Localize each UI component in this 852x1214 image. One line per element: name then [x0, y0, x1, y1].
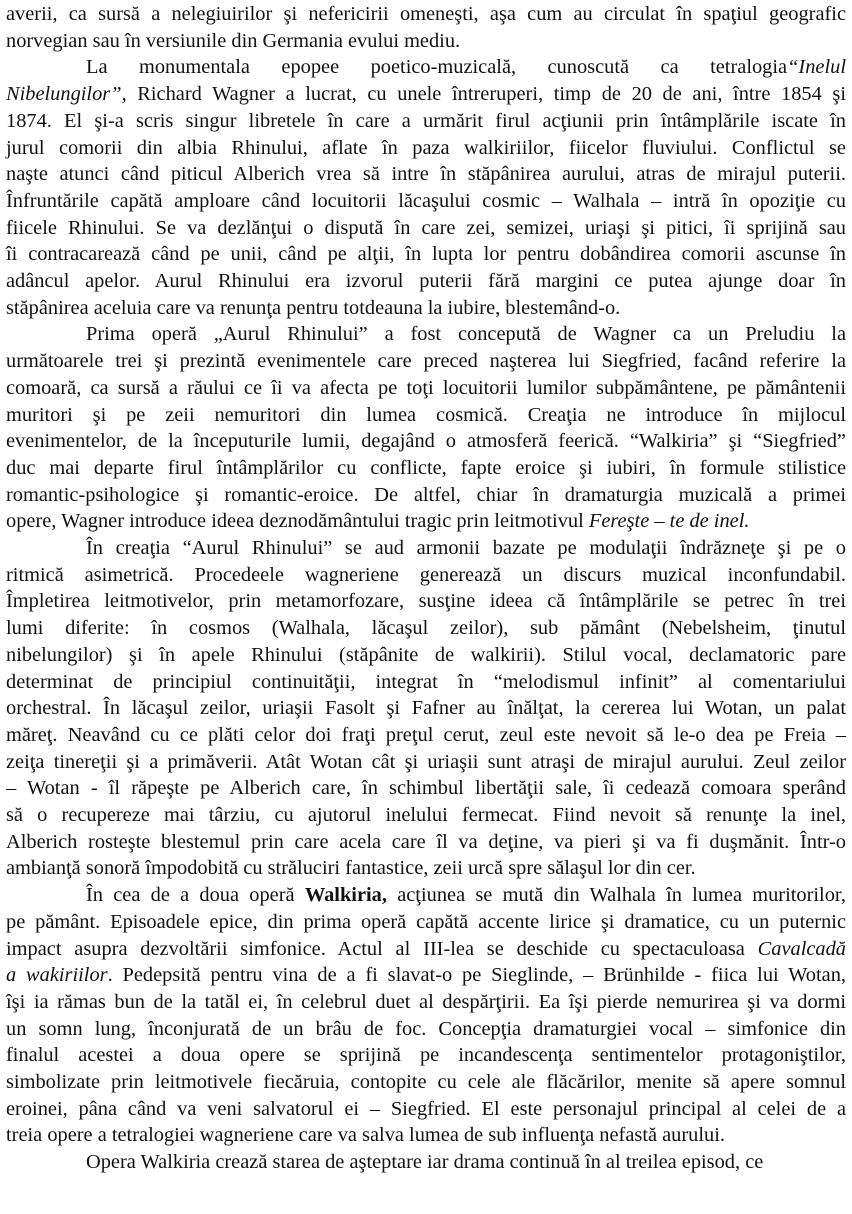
text-run: evenimentelor, de la începuturile lumii, degajând o atmosferă feerică. “Walkiria” şi “Siegfried” — [6, 430, 846, 453]
text-run: comoară, ca sursă a răului ce îi va afecta pe toţi locuitorii lumilor subpământene, pe pământenii — [6, 376, 846, 399]
text-run: măreţ. Neavând cu ce plăti celor doi fraţi preţul cerut, zeul este nevoit să le-o dea pe Freia – — [6, 723, 846, 746]
text-run: lumi diferite: în cosmos (Walhala, lăcaşul zeilor), sub pământ (Nebelsheim, ţinutul — [6, 617, 846, 640]
text-line — [6, 563, 846, 587]
text-line — [6, 509, 846, 533]
text-run: . Pedepsită pentru vina de a fi slavat-o pe Sieglinde, – Brünhilde - fiica lui Wotan, — [107, 964, 846, 987]
text-line — [6, 910, 846, 934]
text-run: La monumentala epopee poetico-muzicală, cunoscută ca tetralogia — [86, 56, 788, 79]
text-line — [6, 937, 846, 961]
text-run: – Wotan - îl răpeşte pe Alberich care, în schimbul libertăţii sale, îi cedează comoara sperând — [6, 777, 846, 800]
text-line — [6, 162, 846, 186]
text-run: Richard Wagner a lucrat, cu unele întreruperi, timp de 20 de ani, între 1854 şi — [126, 83, 846, 106]
text-run: Opera Walkiria crează starea de aşteptare iar drama continuă în al treilea episod, ce — [86, 1151, 764, 1174]
text-run: În cea de a doua operă — [86, 884, 305, 907]
italic-text: a wakiriilor — [6, 964, 108, 987]
text-run: finalul acestei a doua opere se sprijină pe incandescenţa sentimentelor protagoniştilor, — [6, 1044, 846, 1067]
text-line — [86, 55, 846, 79]
text-line — [6, 349, 846, 373]
italic-text: Nibelungilor”, — [6, 83, 127, 106]
text-line — [6, 216, 846, 240]
text-run: stăpânirea aceluia care va renunţa pentru totdeauna la iubire, blestemând-o. — [6, 296, 621, 319]
text-run: Alberich rosteşte blestemul prin care acela care îl va deţine, va pieri şi va fi duşmănit. Într-o — [6, 830, 846, 853]
text-run: acţiunea se mută din Walhala în lumea muritorilor, — [386, 884, 846, 907]
text-line — [6, 830, 846, 854]
text-run: să o recupereze mai târziu, cu ajutorul inelului fermecat. Fiind nevoit să renunţe la inel, — [6, 804, 846, 826]
text-line — [6, 990, 846, 1014]
text-run: treia opere a tetralogiei wagneriene care va salva lumea de sub influenţa nefastă aurului. — [6, 1124, 725, 1147]
text-line — [6, 29, 846, 53]
text-line — [6, 723, 846, 747]
text-line — [6, 1097, 846, 1121]
text-run: zeiţa tinereţii şi a primăverii. Atât Wotan cât şi uriaşii sunt atraşi de mirajul aurului. Zeul zeilor — [6, 750, 846, 773]
text-line — [6, 242, 846, 266]
text-run: impact asupra dezvoltării simfonice. Actul al III-lea se deschide cu spectaculoasa — [6, 937, 758, 960]
text-run: Prima operă „Aurul Rhinului” a fost concepută de Wagner ca un Preludiu la — [86, 323, 846, 346]
text-line — [6, 109, 846, 133]
text-line — [6, 589, 846, 613]
text-run: fiicele Rhinului. Se va dezlănţui o dispută în care zei, semizei, uriaşi şi pitici, îi sprijină sau — [6, 216, 846, 239]
text-run: jurul comorii din albia Rhinului, aflate în paza walkiriilor, fiicelor fluviului. Conflictul se — [6, 136, 846, 159]
text-line — [6, 456, 846, 480]
text-run: pe pământ. Episoadele epice, din prima operă capătă accente lirice şi dramatice, cu un puternic — [6, 910, 846, 933]
text-run: 1874. El şi-a scris singur libretele în care a urmărit firul acţiunii prin întâmplările iscate în — [6, 109, 846, 132]
text-line — [6, 136, 846, 160]
bold-text: Walkiria, — [304, 884, 387, 907]
italic-text: “Inelul — [787, 56, 846, 79]
text-run: adâncul apelor. Aurul Rhinului era izvorul puterii fără margini ce putea ajunge doar în — [6, 270, 846, 292]
text-run: Înfruntările capătă amploare când locuitorii lăcaşului cosmic – Walhala – intră în opoziţie cu — [6, 189, 846, 212]
text-line — [6, 269, 846, 293]
text-line — [6, 963, 846, 987]
text-run: duc mai departe firul întâmplărilor cu conflicte, fapte eroice şi iubiri, în formule stilistice — [6, 456, 846, 479]
text-run: averii, ca sursă a nelegiuirilor şi nefericirii omeneşti, aşa cum au circulat în spaţiul geografic — [6, 3, 846, 25]
italic-text: Cavalcadă — [757, 937, 846, 960]
text-line — [6, 856, 846, 880]
text-line — [6, 189, 846, 213]
text-line — [6, 696, 846, 720]
text-run: opere, Wagner introduce ideea deznodământului tragic prin leitmotivul — [6, 510, 589, 533]
text-run: ambianţă sonoră împodobită cu străluciri fantastice, zeii urcă spre sălaşul lor din cer. — [6, 857, 696, 880]
text-line — [6, 1017, 846, 1041]
text-run: În creaţia “Aurul Rhinului” se aud armonii bazate pe modulaţii îndrăzneţe şi pe o — [86, 537, 846, 559]
text-line — [6, 429, 846, 453]
text-line — [86, 322, 846, 346]
text-line — [6, 82, 846, 106]
text-line — [6, 803, 846, 827]
text-line — [86, 1150, 846, 1174]
text-run: îi contracarează când pe unii, când pe alţii, în lupta lor pentru dobândirea comorii ascunse în — [6, 243, 846, 266]
text-run: muritori şi pe zeii nemuritori din lumea cosmică. Creaţia ne introduce în mijlocul — [6, 403, 846, 426]
text-line — [6, 376, 846, 400]
text-line — [6, 483, 846, 507]
text-line — [6, 403, 846, 427]
text-line — [6, 670, 846, 694]
text-line — [6, 1123, 846, 1147]
text-run: naşte atunci când piticul Alberich vrea să intre în stăpânirea aurului, atras de mirajul puterii. — [6, 163, 846, 186]
text-run: un somn lung, înconjurată de un brâu de foc. Concepţia dramaturgiei vocal – simfonice din — [6, 1017, 846, 1040]
text-line — [6, 1043, 846, 1067]
text-run: norvegian sau în versiunile din Germania evului mediu. — [6, 29, 461, 52]
text-run: ritmică asimetrică. Procedeele wagneriene generează un discurs muzical inconfundabil. — [6, 563, 846, 586]
text-run: orchestral. În lăcaşul zeilor, uriaşii Fasolt şi Fafner au înălţat, la cererea lui Wotan, un palat — [6, 697, 846, 720]
text-run: îşi ia rămas bun de la tatăl ei, în celebrul duet al despărţirii. Ea îşi pierde nemurirea şi va dormi — [6, 990, 846, 1013]
text-run: Împletirea leitmotivelor, prin metamorfozare, susţine ideea că întâmplările se petrec în trei — [6, 590, 846, 613]
text-run: romantic-psihologice şi romantic-eroice. De altfel, chiar în dramaturgia muzicală a primei — [6, 483, 846, 506]
text-run: determinat de principiul continuităţii, integrat în “melodismul infinit” al comentariului — [6, 670, 846, 693]
text-line — [86, 536, 846, 560]
text-line — [6, 616, 846, 640]
text-run: nibelungilor) şi în apele Rhinului (stăpânite de walkirii). Stilul vocal, declamatoric pare — [6, 643, 846, 666]
text-run: simbolizate prin leitmotivele fiecăruia, contopite cu cele ale flăcărilor, menite să apere somnul — [6, 1071, 846, 1093]
text-run: următoarele trei şi prezintă evenimentele care preced naşterea lui Siegfried, facând referire la — [6, 350, 846, 373]
text-line — [6, 750, 846, 774]
text-line — [6, 2, 846, 26]
text-line — [6, 643, 846, 667]
text-line — [86, 883, 846, 907]
text-line — [6, 776, 846, 800]
text-line — [6, 1070, 846, 1094]
text-line — [6, 296, 846, 320]
text-run: eroinei, pâna când va veni salvatorul ei – Siegfried. El este personajul principal al celei de a — [6, 1097, 846, 1120]
italic-text: Fereşte – te de inel. — [588, 510, 750, 533]
